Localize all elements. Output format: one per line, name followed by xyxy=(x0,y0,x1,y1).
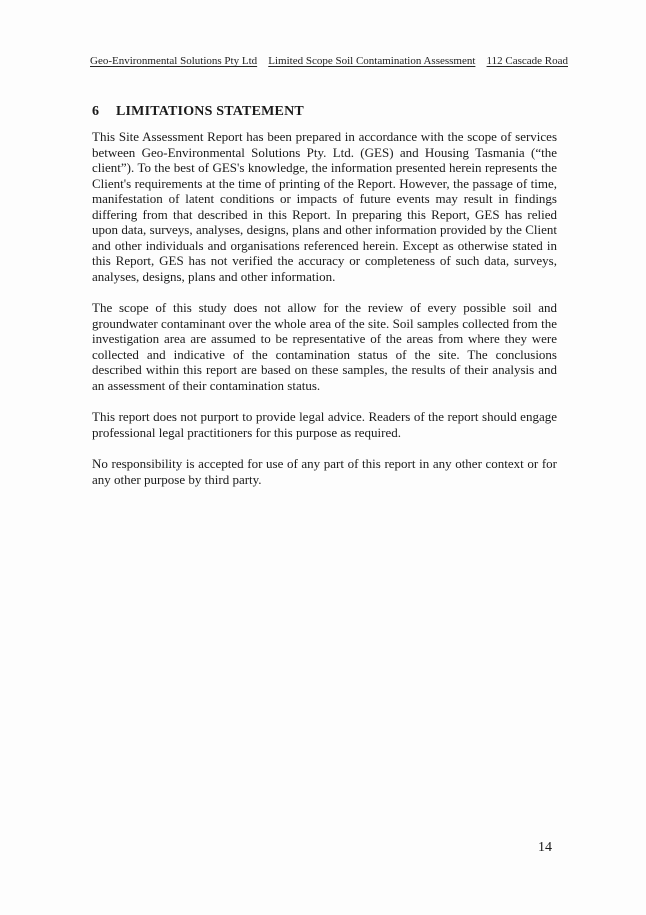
page-number: 14 xyxy=(538,840,552,855)
section-body xyxy=(92,129,557,503)
paragraph-responsibility: No responsibility is accepted for use of any part of this report in any other context or for any other purpose by third party. xyxy=(92,456,557,487)
header-report-title: Limited Scope Soil Contamination Assessment xyxy=(268,55,476,67)
section-title: LIMITATIONS STATEMENT xyxy=(116,104,304,119)
paragraph-scope-of-services: This Site Assessment Report has been prepared in accordance with the scope of services between Geo-Environmental Solutions Pty. Ltd. (GES) and Housing Tasmania (“the client”). To the best of GES's knowledge, the information presented herein represents the Client's requirements at the time of printing of the Report. However, the passage of time, manifestation of latent conditions or impacts of future events may result in findings differing from that described in this Report. In preparing this Report, GES has relied upon data, surveys, analyses, designs, plans and other information provided by the Client and other individuals and organisations referenced herein. Except as otherwise stated in this Report, GES has not verified the accuracy or completeness of such data, surveys, analyses, designs, plans and other information. xyxy=(92,129,557,284)
paragraph-scope-of-study: The scope of this study does not allow for the review of every possible soil and groundwater contaminant over the whole area of the site. Soil samples collected from the investigation area are assumed to be representative of the areas from where they were collected and indicative of the contamination status of the site. The conclusions described within this report are based on these samples, the results of their analysis and an assessment of their contamination status. xyxy=(92,300,557,393)
header-company: Geo-Environmental Solutions Pty Ltd xyxy=(90,55,258,67)
section-heading xyxy=(92,104,304,120)
header-address: 112 Cascade Road xyxy=(486,55,568,67)
section-number: 6 xyxy=(92,104,100,119)
page-header xyxy=(90,55,568,68)
paragraph-legal-advice: This report does not purport to provide legal advice. Readers of the report should engage professional legal practitioners for this purpose as required. xyxy=(92,409,557,440)
